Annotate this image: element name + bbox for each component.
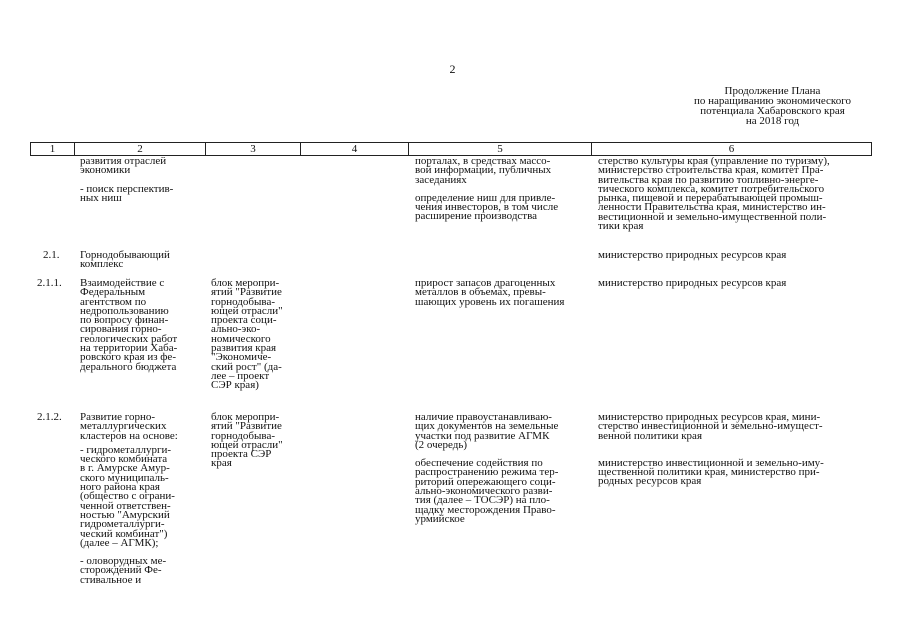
cell-line: дерального бюджета	[80, 360, 177, 373]
row-0-result	[415, 157, 558, 222]
column-number-header	[30, 142, 872, 156]
cell-line: тического комплекса, комитет потребительского	[598, 182, 825, 195]
cell-line: ский рост" (да-	[211, 360, 282, 373]
row-0-measure	[80, 157, 173, 203]
cell-line: развития края	[211, 342, 277, 355]
cell-line: проекта соци-	[211, 314, 277, 327]
cell-line: ностью "Амурский	[80, 508, 170, 521]
cell-line: блок меропри-	[211, 277, 280, 289]
cell-line: "Экономиче-	[211, 351, 272, 364]
cell-line: экономики	[80, 164, 131, 177]
cell-line: ченной ответствен-	[80, 499, 171, 512]
row-2-program	[211, 279, 283, 391]
cell-line: министерство природных ресурсов края	[598, 249, 787, 261]
page-number: 2	[449, 62, 456, 76]
cell-line: ятий "Развитие	[211, 420, 282, 433]
cell-line: металлургических	[80, 420, 167, 433]
cell-line: прирост запасов драгоценных	[415, 277, 556, 289]
cell-line: определение ниш для привле-	[415, 191, 556, 204]
cell-line: вительства края по развитию топливно-энерге-	[598, 173, 819, 186]
cell-line: наличие правоустанавливаю-	[415, 411, 552, 423]
row-1-number: 2.1.	[43, 249, 60, 261]
cell-line: ально-экономического разви-	[415, 485, 553, 498]
cell-line: ющей отрасли"	[211, 438, 283, 451]
cell-line: урмийское	[415, 512, 465, 525]
cell-line: развития отраслей	[80, 157, 167, 167]
cell-line: комплекс	[80, 258, 124, 271]
cell-line: венной политики края	[598, 429, 703, 442]
cell-line: участки под развитие АГМК	[415, 429, 550, 442]
cell-line: - гидрометаллурги-	[80, 443, 172, 456]
cell-line: горнодобыва-	[211, 295, 275, 308]
cell-line: сирования горно-	[80, 323, 162, 336]
cell-line: - оловорудных ме-	[80, 555, 167, 568]
cell-line: ятий "Развитие	[211, 286, 282, 299]
cell-line: ного района края	[80, 481, 160, 494]
row-3-number: 2.1.2.	[37, 411, 62, 423]
row-2-number: 2.1.1.	[37, 277, 62, 289]
cell-line: агентством по	[80, 295, 147, 308]
cell-line: недропользованию	[80, 304, 169, 317]
cell-line: на территории Хаба-	[80, 342, 178, 355]
cell-line: родных ресурсов края	[598, 475, 702, 488]
cell-line: гидрометаллурги-	[80, 518, 165, 531]
column-header-3: 3	[206, 143, 301, 156]
cell-line: щадку месторождения Право-	[415, 503, 556, 516]
plan-table-body	[0, 157, 905, 640]
cell-line: кластеров на основе:	[80, 429, 178, 442]
cell-line: тики края	[598, 220, 644, 233]
cell-line: - поиск перспектив-	[80, 182, 174, 195]
cell-line: ческий комбинат")	[80, 527, 168, 540]
cell-line: вой информации, публичных	[415, 164, 552, 177]
cell-line: (общество с ограни-	[80, 490, 175, 503]
cell-line: ных ниш	[80, 191, 122, 204]
cell-line: министерство природных ресурсов края	[598, 277, 787, 289]
document-header-note	[640, 86, 905, 126]
cell-line: сторождений Фе-	[80, 564, 162, 577]
cell-line: ровского края из фе-	[80, 351, 176, 364]
row-2-result	[415, 279, 564, 307]
column-header-6: 6	[592, 143, 872, 156]
cell-line: геологических работ	[80, 332, 178, 345]
row-3-result	[415, 413, 558, 524]
column-header-2: 2	[75, 143, 206, 156]
cell-line: расширение производства	[415, 210, 538, 223]
cell-line: тия (далее – ТОСЭР) на пло-	[415, 494, 550, 507]
header-note-line: на 2018 год	[745, 115, 800, 127]
row-3-program	[211, 413, 283, 469]
cell-line: стерство инвестиционной и земельно-имущест-	[598, 420, 823, 433]
cell-line: края	[211, 457, 232, 470]
cell-line: щественной политики края, министерство при-	[598, 466, 820, 479]
cell-line: рынка, пищевой и перерабатывающей промыш-	[598, 192, 823, 205]
cell-line: порталах, в средствах массо-	[415, 157, 551, 167]
cell-line: стерство культуры края (управление по туризму),	[598, 157, 830, 167]
cell-line: металлов в объемах, превы-	[415, 286, 546, 299]
row-1-measure	[80, 251, 170, 270]
cell-line: шающих уровень их погашения	[415, 295, 565, 308]
cell-line: стивальное и	[80, 573, 142, 586]
cell-line: обеспечение содействия по	[415, 457, 543, 470]
cell-line: ского муниципаль-	[80, 471, 169, 484]
row-2-responsible	[598, 279, 786, 288]
column-header-1: 1	[31, 143, 75, 156]
header-note-line: Продолжение Плана	[724, 85, 821, 97]
cell-line: ально-эко-	[211, 323, 261, 336]
cell-line: блок меропри-	[211, 411, 280, 423]
cell-line: (2 очередь)	[415, 438, 468, 451]
cell-line: министерство строительства края, комитет Пра-	[598, 164, 824, 177]
cell-line: распространению режима тер-	[415, 466, 559, 479]
row-2-measure	[80, 279, 177, 372]
cell-line: СЭР края)	[211, 379, 259, 392]
column-header-5: 5	[409, 143, 592, 156]
cell-line: щих документов на земельные	[415, 420, 559, 433]
cell-line: ющей отрасли"	[211, 304, 283, 317]
cell-line: ческого комбината	[80, 453, 168, 466]
cell-line: Взаимодействие с	[80, 277, 165, 289]
cell-line: Горнодобывающий	[80, 249, 170, 261]
header-note-line: потенциала Хабаровского края	[700, 105, 845, 117]
cell-line: вестиционной и земельно-имущественной поли-	[598, 210, 827, 223]
cell-line: горнодобыва-	[211, 429, 275, 442]
row-3-measure	[80, 413, 178, 585]
cell-line: риторий опережающего соци-	[415, 475, 556, 488]
cell-line: по вопросу финан-	[80, 314, 169, 327]
cell-line: Развитие горно-	[80, 411, 156, 423]
cell-line: министерство природных ресурсов края, мини-	[598, 411, 821, 423]
cell-line: Федеральным	[80, 286, 146, 299]
header-note-line: по наращиванию экономического	[694, 95, 851, 107]
cell-line: министерство инвестиционной и земельно-иму-	[598, 456, 824, 469]
row-0-responsible	[598, 157, 830, 231]
cell-line: чения инвесторов, в том числе	[415, 201, 559, 214]
row-3-responsible	[598, 413, 824, 487]
cell-line: (далее – АГМК);	[80, 536, 159, 549]
column-header-4: 4	[301, 143, 409, 156]
row-1-responsible	[598, 251, 786, 260]
cell-line: проекта СЭР	[211, 448, 272, 461]
cell-line: ленности Правительства края, министерство ин-	[598, 201, 826, 214]
cell-line: номического	[211, 332, 271, 345]
cell-line: в г. Амурске Амур-	[80, 462, 170, 475]
cell-line: лее – проект	[211, 369, 270, 382]
cell-line: заседаниях	[415, 173, 467, 186]
